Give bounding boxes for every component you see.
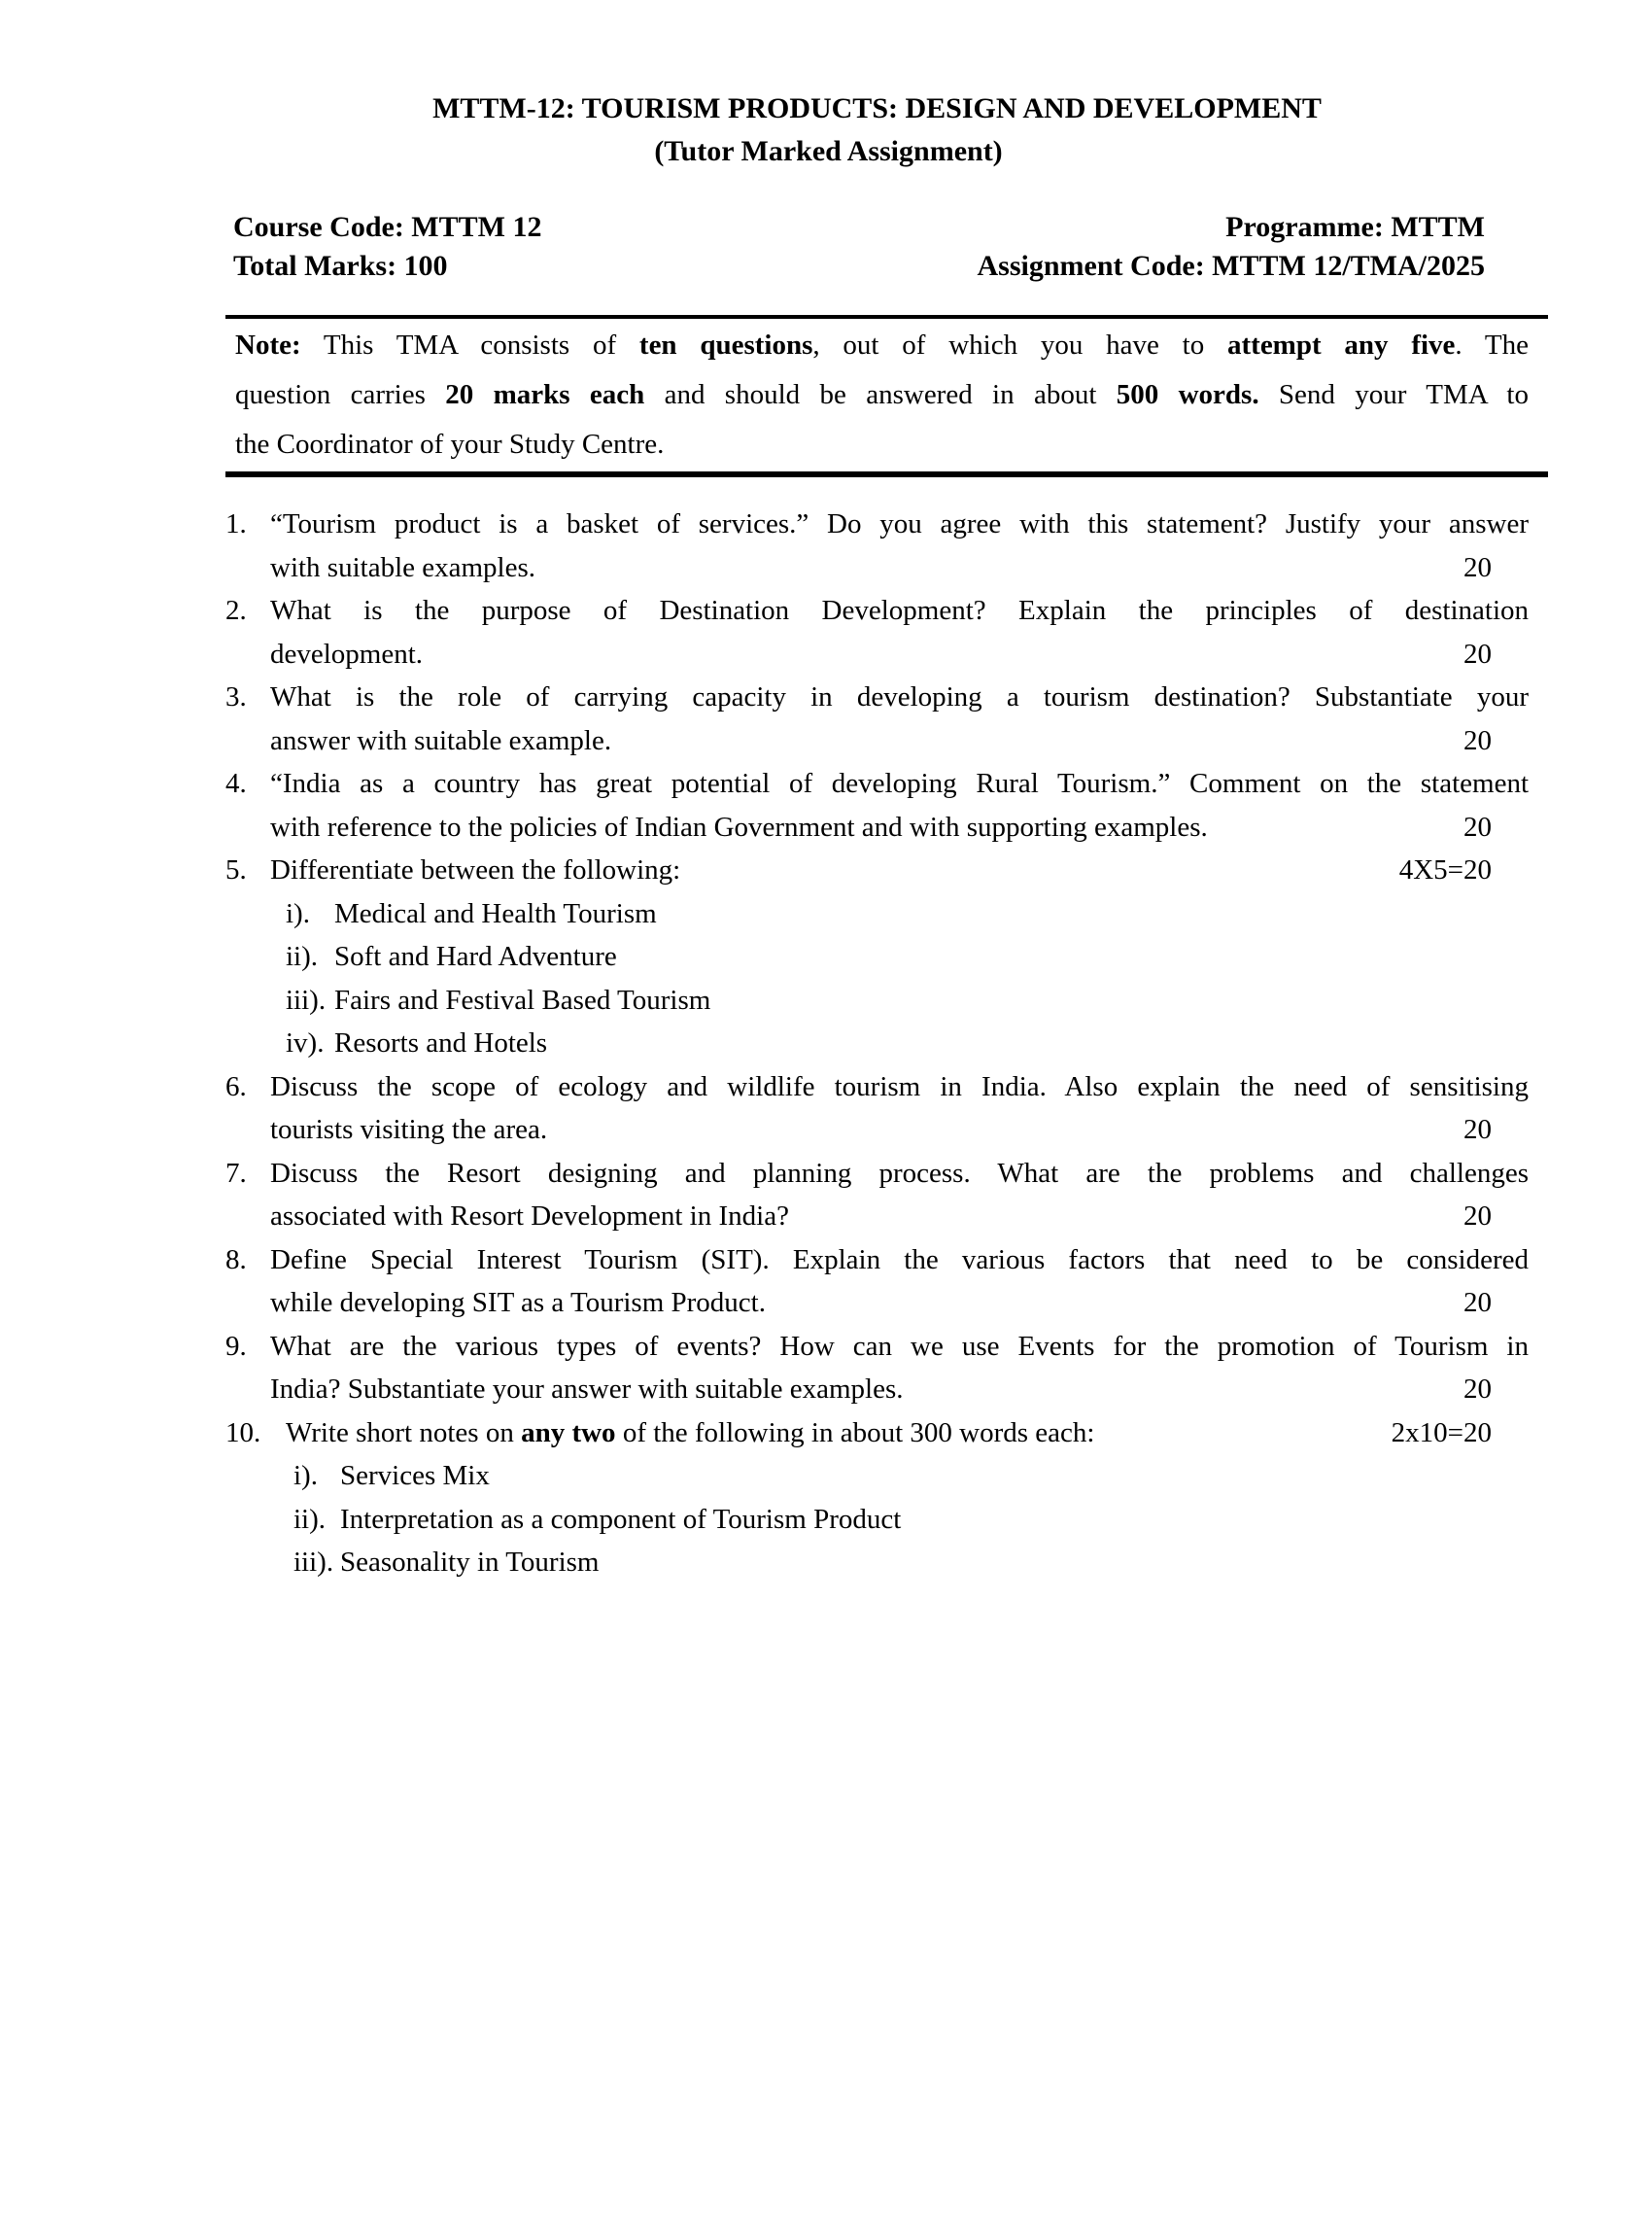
text-segment: and should be answered in about [644, 379, 1117, 410]
question-text [270, 639, 423, 670]
subitem-text: Soft and Hard Adventure [334, 941, 617, 972]
question-line [270, 1281, 1529, 1325]
question-item [225, 589, 1529, 676]
subitem-label: ii). [286, 941, 319, 972]
course-header-right [978, 208, 1485, 286]
questions-list [225, 503, 1529, 1584]
question-text [270, 1374, 904, 1405]
question-item [225, 762, 1529, 849]
question-number: 3. [225, 681, 247, 713]
text-segment: the Coordinator of your Study Centre. [235, 429, 665, 460]
question-subitem [286, 1022, 1529, 1065]
subitem-label: i). [286, 897, 310, 929]
question-line [270, 546, 1529, 590]
question-item [225, 676, 1529, 762]
question-marks: 20 [1463, 1374, 1492, 1405]
text-segment: Send your TMA to [1258, 379, 1529, 410]
question-subitem [293, 1541, 1529, 1584]
page-content [225, 87, 1529, 1584]
subitem-text: Resorts and Hotels [334, 1027, 548, 1059]
question-marks: 20 [1463, 1287, 1492, 1318]
text-segment: question carries [235, 379, 446, 410]
question-text [270, 812, 1208, 843]
question-subitem [286, 935, 1529, 979]
question-text [270, 1200, 789, 1232]
question-marks: 20 [1463, 1200, 1492, 1232]
question-item [225, 1238, 1529, 1325]
question-text [270, 1114, 547, 1145]
question-item [225, 503, 1529, 589]
text-segment: tourists visiting the area. [270, 1114, 548, 1145]
question-line [270, 1368, 1529, 1411]
programme: Programme: MTTM [1225, 211, 1485, 243]
subitem-text: Medical and Health Tourism [334, 897, 657, 929]
question-subitem [286, 979, 1529, 1023]
question-item [225, 1325, 1529, 1411]
text-segment: Differentiate between the following: [270, 854, 681, 886]
document-title: MTTM-12: TOURISM PRODUCTS: DESIGN AND DEVELOPMENT [432, 92, 1322, 124]
text-segment: any two [521, 1416, 616, 1448]
text-segment: . The [1455, 330, 1529, 361]
text-segment: development. [270, 638, 424, 670]
text-segment: while developing SIT as a Tourism Product. [270, 1287, 766, 1318]
text-segment: with reference to the policies of Indian Government and with supporting examples. [270, 811, 1208, 843]
question-text [286, 1417, 1094, 1448]
question-item [225, 1411, 1529, 1584]
question-number: 1. [225, 508, 247, 539]
text-segment: with suitable examples. [270, 551, 536, 583]
question-number: 4. [225, 768, 247, 799]
text-segment: ten questions [638, 330, 813, 361]
note-box [225, 315, 1548, 477]
subitem-text: Interpretation as a component of Tourism Product [340, 1503, 902, 1535]
question-line: What is the purpose of Destination Development? Explain the principles of destination [270, 595, 1529, 626]
question-number: 6. [225, 1070, 247, 1102]
question-marks: 20 [1463, 638, 1492, 670]
question-marks: 4X5=20 [1398, 854, 1492, 886]
text-segment: of the following in about 300 words each: [615, 1416, 1095, 1448]
subitem-text: Fairs and Festival Based Tourism [334, 984, 711, 1016]
question-line: “Tourism product is a basket of services.” Do you agree with this statement? Justify your answer [270, 508, 1529, 539]
question-text [270, 854, 680, 886]
text-segment: associated with Resort Development in India? [270, 1200, 789, 1232]
text-segment: 20 marks each [445, 379, 645, 410]
question-number: 7. [225, 1157, 247, 1189]
question-text [270, 725, 611, 756]
question-marks: 20 [1463, 811, 1492, 843]
question-line [270, 1195, 1529, 1238]
subitem-label: i). [293, 1460, 318, 1491]
question-marks: 20 [1463, 551, 1492, 583]
document-subtitle: (Tutor Marked Assignment) [654, 135, 1003, 167]
question-item [225, 1065, 1529, 1152]
text-segment: answer with suitable example. [270, 724, 612, 756]
text-segment: Note: [235, 330, 301, 361]
question-line [286, 1411, 1529, 1455]
text-segment: , out of which you have to [812, 330, 1227, 361]
question-number: 9. [225, 1330, 247, 1362]
total-marks: Total Marks: 100 [233, 250, 448, 282]
question-line [270, 719, 1529, 763]
question-line [270, 633, 1529, 677]
question-line: What is the role of carrying capacity in developing a tourism destination? Substantiate your [270, 681, 1529, 713]
question-line: Discuss the Resort designing and planning process. What are the problems and challenges [270, 1157, 1529, 1189]
question-number: 8. [225, 1243, 247, 1275]
note-line [235, 370, 1529, 420]
question-number: 10. [225, 1416, 261, 1448]
question-item [225, 1152, 1529, 1238]
note-line [235, 420, 1529, 470]
text-segment: India? Substantiate your answer with suitable examples. [270, 1374, 904, 1405]
question-line [270, 1108, 1529, 1152]
text-segment: Write short notes on [286, 1416, 522, 1448]
subitem-label: iii). [286, 984, 327, 1016]
assignment-code: Assignment Code: MTTM 12/TMA/2025 [977, 250, 1485, 282]
question-subitem [293, 1498, 1529, 1542]
subitem-label: ii). [293, 1503, 327, 1535]
question-number: 2. [225, 595, 247, 626]
question-item [225, 849, 1529, 1065]
course-code: Course Code: MTTM 12 [233, 211, 542, 243]
question-line: “India as a country has great potential of developing Rural Tourism.” Comment on the statement [270, 768, 1529, 799]
question-line [270, 806, 1529, 850]
subitem-text: Services Mix [340, 1460, 490, 1491]
question-subitem [293, 1454, 1529, 1498]
course-header-left [233, 208, 541, 286]
question-line: Define Special Interest Tourism (SIT). Explain the various factors that need to be considered [270, 1243, 1529, 1275]
question-line [270, 849, 1529, 892]
question-text [270, 552, 535, 583]
question-marks: 20 [1463, 1114, 1492, 1145]
question-marks: 20 [1463, 724, 1492, 756]
question-text [270, 1287, 766, 1318]
question-number: 5. [225, 854, 247, 886]
text-segment: 500 words. [1116, 379, 1259, 410]
course-header [225, 208, 1529, 286]
subitem-label: iv). [286, 1027, 325, 1059]
text-segment: attempt any five [1227, 330, 1456, 361]
note-line [235, 321, 1529, 370]
question-subitem [286, 892, 1529, 936]
question-marks: 2x10=20 [1391, 1416, 1492, 1448]
question-line: Discuss the scope of ecology and wildlife tourism in India. Also explain the need of sensitising [270, 1070, 1529, 1102]
question-line: What are the various types of events? How can we use Events for the promotion of Tourism in [270, 1330, 1529, 1362]
subitem-text: Seasonality in Tourism [340, 1547, 600, 1578]
subitem-label: iii). [293, 1547, 334, 1578]
document-page [0, 87, 1652, 2226]
text-segment: This TMA consists of [300, 330, 639, 361]
